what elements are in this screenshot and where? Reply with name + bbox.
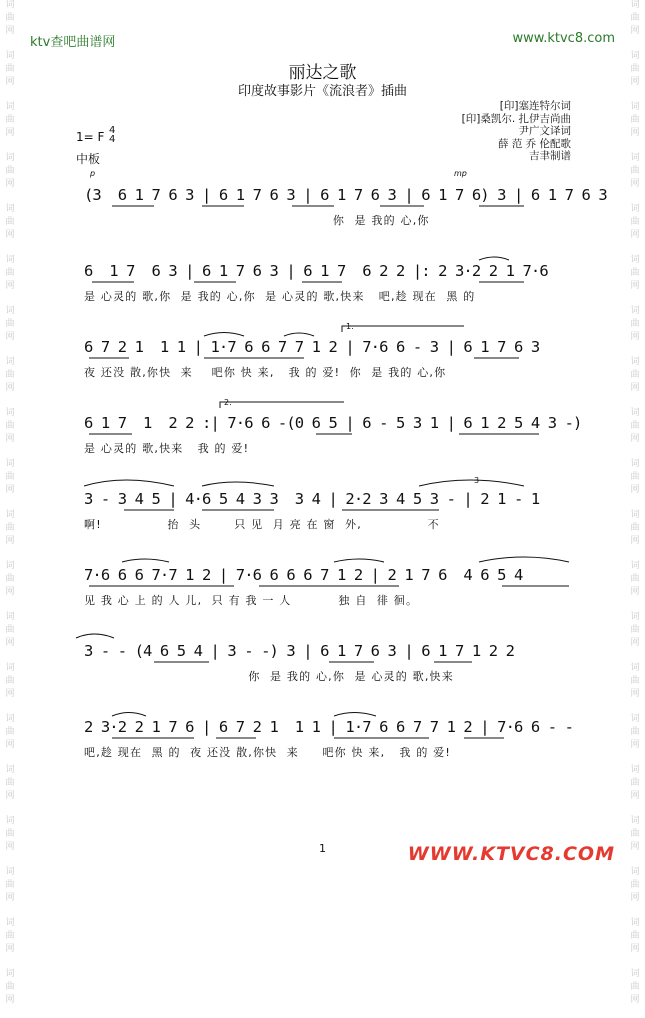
side-watermark-char: 曲: [5, 319, 15, 329]
side-watermark-char: 词: [5, 255, 15, 265]
side-watermark-gap: [628, 294, 642, 304]
side-watermark-char: 网: [5, 77, 15, 87]
side-watermark-char: 网: [630, 842, 640, 852]
side-watermark-char: 网: [5, 638, 15, 648]
lyrics-line-7: 你 是 我的 心,你 是 心灵的 歌,快来: [84, 670, 454, 683]
side-watermark-char: 词: [5, 561, 15, 571]
side-watermark-gap: [3, 447, 17, 457]
side-watermark-char: 网: [630, 638, 640, 648]
side-watermark-gap: [628, 498, 642, 508]
right-watermark-column: [628, 0, 642, 1005]
side-watermark-char: 词: [630, 51, 640, 61]
side-watermark-char: 曲: [5, 880, 15, 890]
notes-line-1: (3 6 1 7 6 3 | 6 1 7 6 3 | 6 1 7 6 3 | 6 1 7 6) 3 | 6 1 7 6 3: [84, 186, 607, 204]
side-watermark-char: 网: [630, 179, 640, 189]
side-watermark-gap: [628, 549, 642, 559]
side-watermark-char: 曲: [5, 217, 15, 227]
side-watermark-char: 词: [630, 765, 640, 775]
beams-4: [84, 414, 572, 444]
side-watermark-char: 词: [5, 459, 15, 469]
side-watermark-gap: [628, 753, 642, 763]
side-watermark-char: 网: [630, 587, 640, 597]
side-watermark-char: 网: [5, 332, 15, 342]
side-watermark-char: 曲: [630, 319, 640, 329]
side-watermark-char: 词: [630, 0, 640, 10]
side-watermark-char: 曲: [5, 727, 15, 737]
side-watermark-char: 曲: [630, 574, 640, 584]
side-watermark-gap: [628, 702, 642, 712]
side-watermark-char: 网: [5, 893, 15, 903]
side-watermark-char: 词: [5, 204, 15, 214]
side-watermark-char: 曲: [5, 13, 15, 23]
side-watermark-char: 词: [630, 918, 640, 928]
side-watermark-gap: [3, 549, 17, 559]
page-number: 1: [319, 842, 326, 855]
side-watermark-gap: [628, 600, 642, 610]
credit-arranger: 薛 范 乔 伦配歌: [497, 137, 571, 150]
time-signature: [109, 126, 115, 144]
left-site-name: ktv查吧曲谱网: [30, 35, 116, 50]
side-watermark-char: 词: [5, 51, 15, 61]
side-watermark-char: 曲: [630, 115, 640, 125]
side-watermark-gap: [3, 1008, 17, 1018]
side-watermark-char: 网: [630, 434, 640, 444]
side-watermark-char: 曲: [630, 166, 640, 176]
side-watermark-gap: [3, 294, 17, 304]
side-watermark-char: 网: [630, 689, 640, 699]
side-watermark-char: 曲: [5, 523, 15, 533]
side-watermark-char: 网: [630, 995, 640, 1005]
side-watermark-gap: [628, 906, 642, 916]
side-watermark-char: 词: [5, 765, 15, 775]
side-watermark-char: 网: [5, 485, 15, 495]
side-watermark-char: 曲: [630, 472, 640, 482]
beams-8: [84, 718, 572, 748]
side-watermark-gap: [3, 600, 17, 610]
dynamic-p: p: [90, 169, 96, 178]
time-bottom: 4: [109, 134, 116, 145]
side-watermark-char: 网: [630, 893, 640, 903]
side-watermark-char: 词: [630, 102, 640, 112]
side-watermark-char: 曲: [5, 778, 15, 788]
side-watermark-char: 曲: [630, 64, 640, 74]
side-watermark-gap: [3, 39, 17, 49]
side-watermark-char: 网: [5, 791, 15, 801]
side-watermark-char: 曲: [630, 727, 640, 737]
side-watermark-char: 曲: [630, 217, 640, 227]
side-watermark-char: 词: [5, 102, 15, 112]
side-watermark-gap: [3, 702, 17, 712]
side-watermark-char: 网: [5, 26, 15, 36]
side-watermark-char: 词: [630, 969, 640, 979]
side-watermark-char: 网: [630, 281, 640, 291]
side-watermark-gap: [3, 753, 17, 763]
side-watermark-gap: [628, 243, 642, 253]
fermata-3: 3: [474, 476, 480, 485]
side-watermark-gap: [628, 396, 642, 406]
credit-lyricist: [印]塞连特尔词: [499, 100, 571, 112]
side-watermark-char: 词: [630, 153, 640, 163]
beams-2: [84, 262, 572, 292]
side-watermark-char: 网: [5, 383, 15, 393]
side-watermark-char: 词: [5, 357, 15, 367]
side-watermark-char: 网: [630, 536, 640, 546]
lyrics-line-3: 夜 还没 散,你快 来 吧你 快 来, 我 的 爱! 你 是 我的 心,你: [84, 366, 447, 379]
song-subtitle: 印度故事影片《流浪者》插曲: [237, 84, 407, 99]
side-watermark-char: 曲: [630, 268, 640, 278]
side-watermark-char: 词: [630, 714, 640, 724]
side-watermark-char: 网: [5, 128, 15, 138]
side-watermark-char: 网: [5, 689, 15, 699]
side-watermark-char: 曲: [630, 931, 640, 941]
ending-1-label: 1.: [346, 322, 354, 331]
side-watermark-gap: [3, 396, 17, 406]
lyrics-line-5: 啊! 抬 头 只 见 月 亮 在 窗 外, 不: [84, 518, 440, 531]
side-watermark-char: 曲: [5, 676, 15, 686]
side-watermark-char: 网: [5, 587, 15, 597]
side-watermark-char: 词: [630, 816, 640, 826]
side-watermark-char: 网: [630, 230, 640, 240]
credit-notator: 吉聿制谱: [529, 150, 571, 163]
side-watermark-char: 曲: [5, 115, 15, 125]
side-watermark-char: 网: [5, 944, 15, 954]
side-watermark-char: 词: [5, 0, 15, 10]
side-watermark-char: 网: [630, 485, 640, 495]
credit-composer: [印]桑凯尔. 扎伊吉尚曲: [461, 112, 571, 125]
right-site-url: www.ktvc8.com: [512, 31, 615, 46]
side-watermark-char: 曲: [630, 676, 640, 686]
side-watermark-char: 词: [5, 867, 15, 877]
side-watermark-gap: [3, 498, 17, 508]
notes-line-2: 6 1 7 6 3 | 6 1 7 6 3 | 6 1 7 6 2 2 |: 2 3·2 2 1 7·6: [84, 262, 548, 280]
side-watermark-gap: [628, 1008, 642, 1018]
key-signature: 1= F: [76, 130, 105, 144]
side-watermark-char: 曲: [630, 421, 640, 431]
side-watermark-char: 网: [5, 536, 15, 546]
side-watermark-gap: [3, 345, 17, 355]
side-watermark-char: 网: [5, 740, 15, 750]
side-watermark-char: 曲: [5, 829, 15, 839]
side-watermark-char: 词: [630, 867, 640, 877]
side-watermark-char: 词: [630, 612, 640, 622]
side-watermark-char: 曲: [5, 625, 15, 635]
side-watermark-char: 网: [5, 995, 15, 1005]
side-watermark-char: 词: [5, 918, 15, 928]
side-watermark-char: 曲: [630, 880, 640, 890]
notes-line-5: 3 - 3 4 5 | 4·6 5 4 3 3 3 4 | 2·2 3 4 5 3 - | 2 1 - 1: [84, 490, 540, 508]
side-watermark-gap: [3, 957, 17, 967]
side-watermark-gap: [628, 141, 642, 151]
lyrics-line-1: 你 是 我的 心,你: [84, 214, 430, 227]
side-watermark-char: 词: [630, 459, 640, 469]
side-watermark-char: 词: [630, 204, 640, 214]
side-watermark-char: 词: [5, 714, 15, 724]
lyrics-line-6: 见 我 心 上 的 人 儿, 只 有 我 一 人 独 自 徘 徊。: [84, 594, 419, 607]
left-watermark-column: [3, 0, 17, 1005]
side-watermark-char: 词: [5, 969, 15, 979]
side-watermark-char: 词: [630, 561, 640, 571]
beams-5: [84, 490, 572, 520]
beams-7: [84, 642, 572, 672]
side-watermark-char: 网: [630, 740, 640, 750]
side-watermark-gap: [3, 243, 17, 253]
side-watermark-char: 网: [630, 128, 640, 138]
side-watermark-char: 曲: [5, 421, 15, 431]
side-watermark-char: 词: [630, 255, 640, 265]
side-watermark-char: 词: [5, 153, 15, 163]
side-watermark-char: 曲: [5, 574, 15, 584]
side-watermark-char: 词: [5, 510, 15, 520]
notes-line-6: 7·6 6 6 7·7 1 2 | 7·6 6 6 6 7 1 2 | 2 1 7 6 4 6 5 4: [84, 566, 523, 584]
side-watermark-gap: [628, 192, 642, 202]
lyrics-line-2: 是 心灵的 歌,你 是 我的 心,你 是 心灵的 歌,快来 吧,趁 现在 黑 的: [84, 290, 476, 303]
side-watermark-char: 曲: [5, 370, 15, 380]
side-watermark-gap: [628, 345, 642, 355]
dynamic-mp: mp: [454, 169, 467, 178]
song-title: 丽达之歌: [288, 63, 357, 83]
side-watermark-char: 网: [630, 944, 640, 954]
credit-translator: 尹广文译词: [518, 125, 571, 138]
side-watermark-gap: [628, 39, 642, 49]
side-watermark-char: 网: [630, 77, 640, 87]
side-watermark-gap: [628, 855, 642, 865]
side-watermark-char: 曲: [5, 931, 15, 941]
side-watermark-char: 词: [630, 408, 640, 418]
side-watermark-char: 曲: [630, 982, 640, 992]
side-watermark-char: 词: [5, 408, 15, 418]
side-watermark-char: 网: [5, 842, 15, 852]
side-watermark-gap: [3, 651, 17, 661]
side-watermark-gap: [3, 804, 17, 814]
side-watermark-gap: [628, 957, 642, 967]
side-watermark-gap: [3, 141, 17, 151]
side-watermark-char: 词: [5, 612, 15, 622]
side-watermark-gap: [628, 447, 642, 457]
side-watermark-char: 网: [630, 383, 640, 393]
notes-line-7: 3 - - (4 6 5 4 | 3 - -) 3 | 6 1 7 6 3 | 6 1 7 1 2 2: [84, 642, 515, 660]
side-watermark-char: 曲: [5, 472, 15, 482]
side-watermark-char: 词: [630, 357, 640, 367]
side-watermark-char: 曲: [630, 778, 640, 788]
side-watermark-gap: [3, 855, 17, 865]
credits-block: [462, 100, 571, 163]
notes-line-8: 2 3·2 2 1 7 6 | 6 7 2 1 1 1 | 1·7 6 6 7 7 1 2 | 7·6 6 - -: [84, 718, 574, 736]
lyrics-line-4: 是 心灵的 歌,快来 我 的 爱!: [84, 442, 250, 455]
side-watermark-char: 曲: [630, 625, 640, 635]
notes-line-4: 6 1 7 1 2 2 :| 7·6 6 -(0 6 5 | 6 - 5 3 1 | 6 1 2 5 4 3 -): [84, 414, 582, 432]
time-top: 4: [109, 125, 116, 136]
side-watermark-char: 网: [5, 230, 15, 240]
side-watermark-gap: [3, 192, 17, 202]
lyrics-line-8: 吧,趁 现在 黑 的 夜 还没 散,你快 来 吧你 快 来, 我 的 爱!: [84, 746, 452, 759]
side-watermark-char: 词: [630, 306, 640, 316]
side-watermark-gap: [628, 804, 642, 814]
tempo-marking: 中板: [76, 152, 101, 166]
side-watermark-char: 词: [5, 306, 15, 316]
side-watermark-char: 曲: [630, 13, 640, 23]
beams-3: [84, 338, 572, 368]
side-watermark-char: 词: [5, 816, 15, 826]
side-watermark-char: 网: [5, 434, 15, 444]
side-watermark-char: 曲: [5, 268, 15, 278]
footer-logo: WWW.KTVC8.COM: [407, 843, 615, 865]
side-watermark-char: 曲: [630, 523, 640, 533]
side-watermark-char: 网: [630, 791, 640, 801]
ending-2-label: 2.: [224, 398, 232, 407]
beams-1: [84, 186, 572, 216]
side-watermark-char: 网: [5, 281, 15, 291]
side-watermark-char: 网: [5, 179, 15, 189]
side-watermark-char: 曲: [630, 370, 640, 380]
side-watermark-char: 网: [630, 26, 640, 36]
side-watermark-char: 词: [630, 510, 640, 520]
side-watermark-char: 曲: [5, 982, 15, 992]
side-watermark-gap: [628, 651, 642, 661]
beams-6: [84, 566, 572, 596]
side-watermark-char: 网: [630, 332, 640, 342]
side-watermark-char: 词: [630, 663, 640, 673]
side-watermark-char: 曲: [5, 64, 15, 74]
side-watermark-char: 曲: [630, 829, 640, 839]
side-watermark-char: 曲: [5, 166, 15, 176]
side-watermark-char: 词: [5, 663, 15, 673]
notes-line-3: 6 7 2 1 1 1 | 1·7 6 6 7 7 1 2 | 7·6 6 - 3 | 6 1 7 6 3: [84, 338, 540, 356]
side-watermark-gap: [3, 906, 17, 916]
